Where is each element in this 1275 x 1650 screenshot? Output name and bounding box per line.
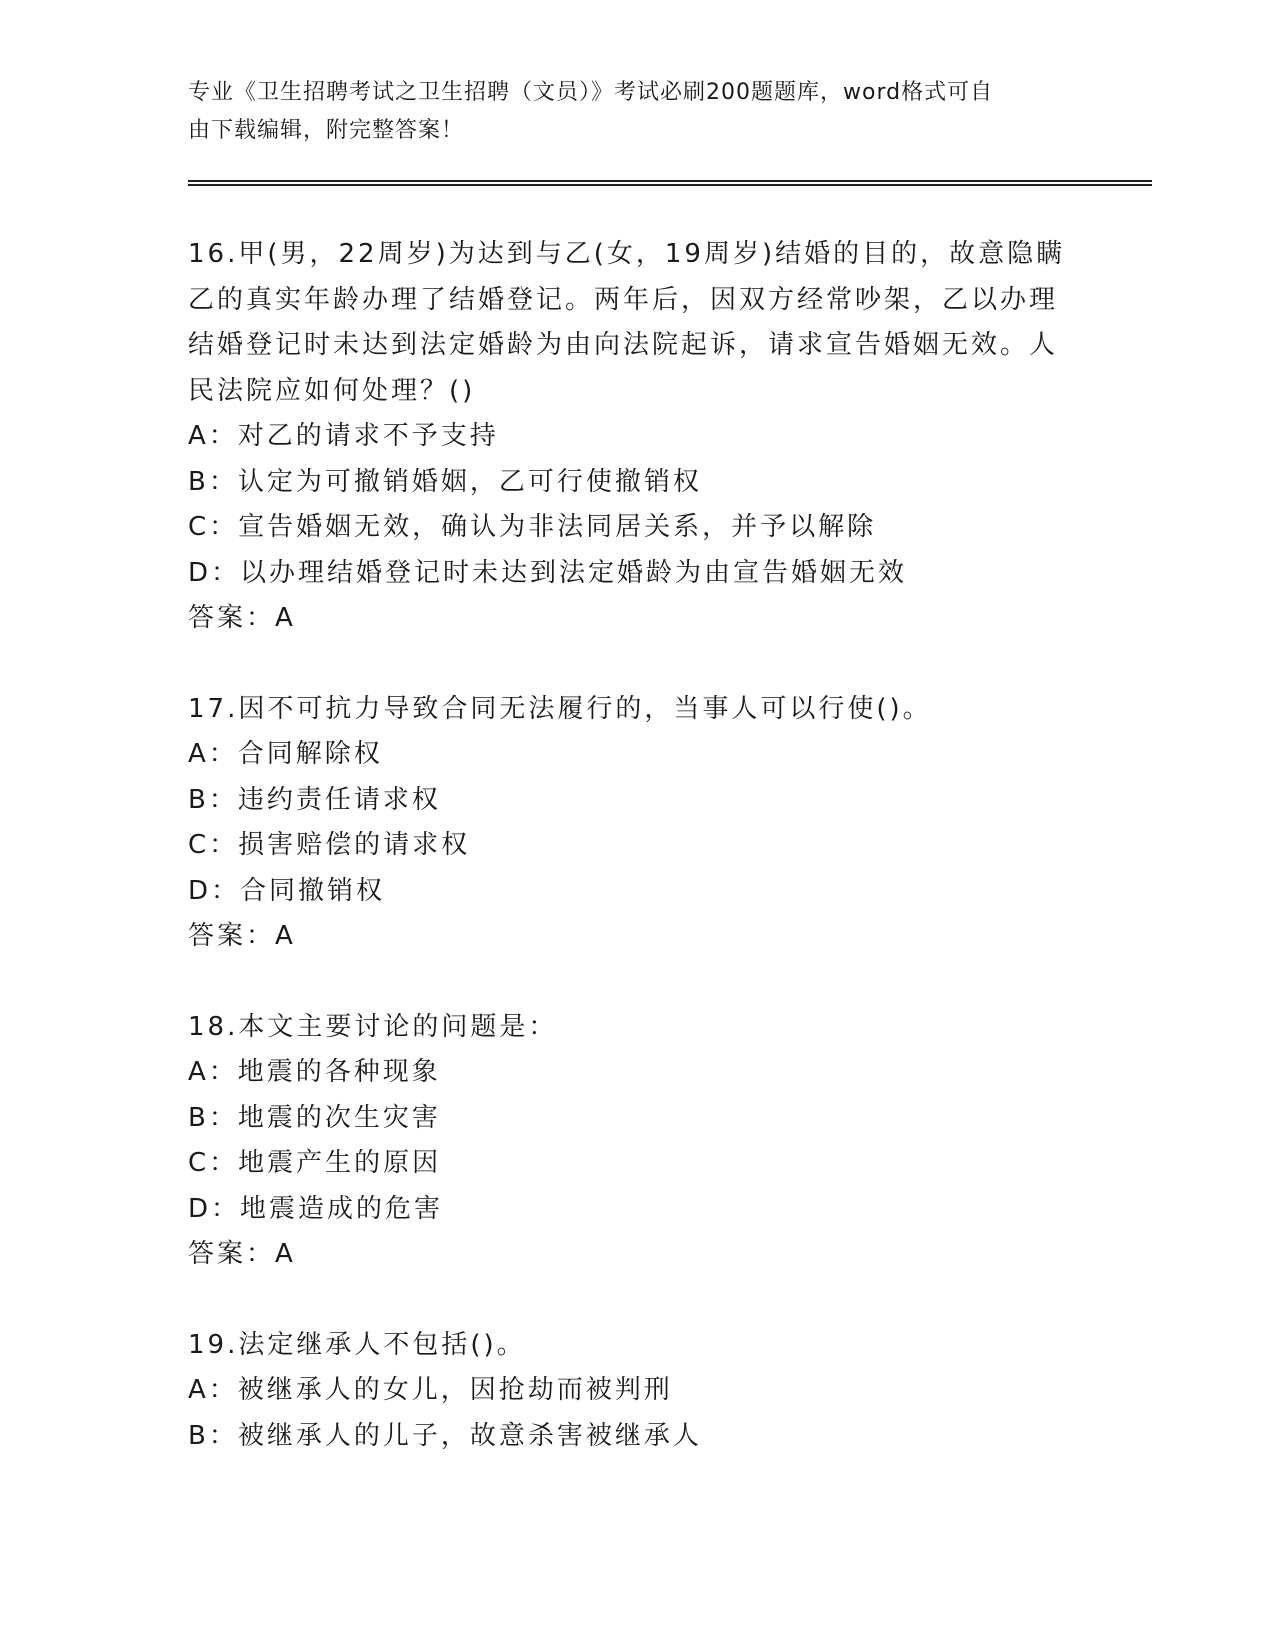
question-16	[188, 232, 1088, 642]
stem-line: 19.法定继承人不包括()。	[188, 1329, 526, 1360]
answer-line: 答案：A	[188, 603, 296, 633]
option-b: B：被继承人的儿子，故意杀害被继承人	[188, 1420, 702, 1451]
stem-line: 17.因不可抗力导致合同无法履行的，当事人可以行使()。	[188, 693, 932, 724]
question-stem	[188, 1323, 1088, 1369]
question-18	[188, 1005, 1088, 1278]
option-b: B：认定为可撤销婚姻，乙可行使撤销权	[188, 466, 702, 497]
option-c: C：地震产生的原因	[188, 1148, 442, 1178]
option-a: A：对乙的请求不予支持	[188, 421, 499, 451]
question-17	[188, 687, 1088, 960]
stem-line: 民法院应如何处理？()	[188, 375, 476, 406]
answer-line: 答案：A	[188, 921, 296, 951]
option-d: D：以办理结婚登记时未达到法定婚龄为由宣告婚姻无效	[188, 557, 908, 588]
question-list	[188, 232, 1088, 1504]
option-b: B：地震的次生灾害	[188, 1102, 441, 1133]
question-stem	[188, 1005, 1088, 1051]
stem-line: 乙的真实年龄办理了结婚登记。两年后，因双方经常吵架，乙以办理	[188, 284, 1059, 315]
header-line-1: 专业《卫生招聘考试之卫生招聘（文员）》考试必刷200题题库，word格式可自	[188, 80, 994, 105]
document-header	[188, 74, 1088, 150]
option-d: D：地震造成的危害	[188, 1193, 444, 1224]
header-divider-bottom	[188, 184, 1152, 186]
stem-line: 结婚登记时未达到法定婚龄为由向法院起诉，请求宣告婚姻无效。人	[188, 330, 1059, 360]
option-a: A：地震的各种现象	[188, 1057, 441, 1087]
stem-line: 16.甲(男，22周岁)为达到与乙(女，19周岁)结婚的目的，故意隐瞒	[188, 239, 1066, 269]
option-a: A：被继承人的女儿，因抢劫而被判刑	[188, 1375, 673, 1405]
header-line-2: 由下载编辑，附完整答案！	[188, 118, 465, 143]
question-stem	[188, 687, 1088, 733]
option-c: C：宣告婚姻无效，确认为非法同居关系，并予以解除	[188, 512, 877, 542]
header-divider-top	[188, 180, 1152, 182]
option-d: D：合同撤销权	[188, 875, 386, 906]
option-c: C：损害赔偿的请求权	[188, 830, 471, 860]
option-a: A：合同解除权	[188, 739, 383, 769]
question-19	[188, 1323, 1088, 1460]
stem-line: 18.本文主要讨论的问题是：	[188, 1011, 558, 1042]
question-stem	[188, 232, 1088, 414]
answer-line: 答案：A	[188, 1239, 296, 1269]
option-b: B：违约责任请求权	[188, 784, 441, 815]
